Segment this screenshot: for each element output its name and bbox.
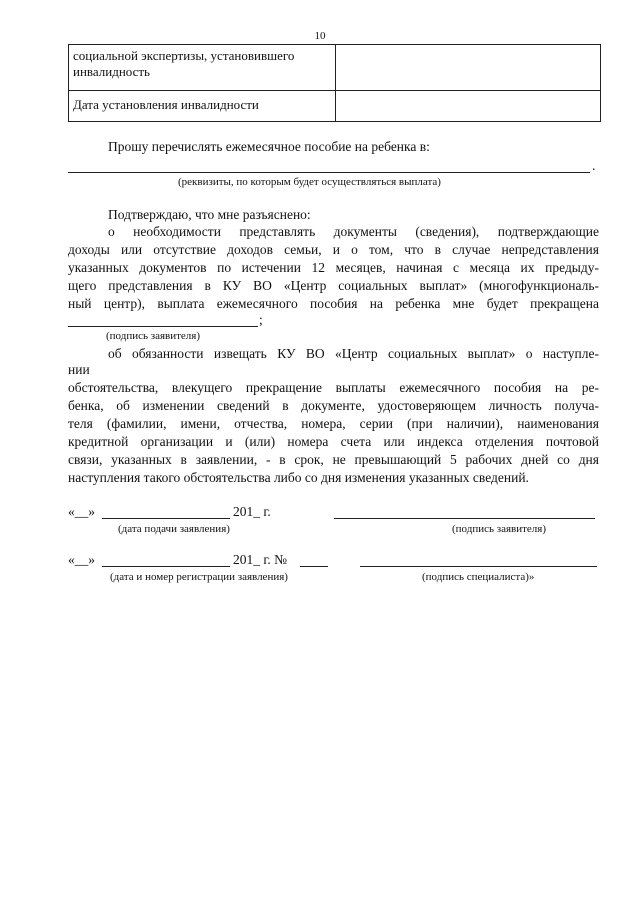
confirm-item1-line: указанных документов по истечении 12 месяцев, начиная с месяца их предыду-: [68, 260, 599, 275]
registration-caption: (дата и номер регистрации заявления): [110, 571, 288, 583]
payment-request: Прошу перечислять ежемесячное пособие на ребенка в:: [108, 139, 430, 154]
payment-caption: (реквизиты, по которым будет осуществляться выплата): [178, 176, 441, 188]
confirm-item2-line: нии: [68, 362, 90, 377]
payment-end-mark: .: [592, 158, 596, 173]
applicant-signature-line: [68, 326, 258, 327]
confirm-item2-line: связи, указанных в заявлении, - в срок, не превышающий 5 рабочих дней со дня: [68, 452, 599, 467]
registration-date-day: «__»: [68, 552, 95, 567]
confirm-item2-line: теля (фамилии, имени, отчества, номера, серии (при наличии), наименования: [68, 416, 599, 431]
application-date-caption: (дата подачи заявления): [118, 523, 230, 535]
payment-details-line: [68, 172, 590, 173]
applicant-signature-line-2: [334, 518, 595, 519]
confirm-item2-line: обстоятельства, влекущего прекращение выплаты ежемесячного пособия на ре-: [68, 380, 599, 395]
table-cell-value: [336, 45, 601, 91]
confirm-item1-line: ный центр), выплата ежемесячного пособия на ребенка мне будет прекращена: [68, 296, 599, 311]
applicant-signature-caption: (подпись заявителя): [106, 330, 201, 342]
item1-end-mark: ;: [259, 312, 263, 327]
confirm-item1-line: доходы или отсутствие доходов семьи, и о том, что в случае непредставления: [68, 242, 599, 257]
application-date-year: 201_ г.: [233, 504, 271, 519]
applicant-signature-caption-2: (подпись заявителя): [452, 523, 547, 535]
registration-date-line: [102, 566, 230, 567]
application-date-day: «__»: [68, 504, 95, 519]
table-cell-value: [336, 91, 601, 122]
application-date-line: [102, 518, 230, 519]
specialist-signature-caption: (подпись специалиста)»: [422, 571, 535, 583]
table-cell-label: социальной экспертизы, установившего инвалидность: [69, 45, 336, 91]
registration-number-line: [300, 566, 328, 567]
table-row: [69, 45, 601, 91]
confirm-item2-line: наступления такого обстоятельства либо со дня изменения указанных сведений.: [68, 470, 529, 485]
info-table: [68, 44, 601, 122]
confirm-item2-line: об обязанности извещать КУ ВО «Центр социальных выплат» о наступле-: [108, 346, 599, 361]
registration-date-year: 201_ г. №: [233, 552, 288, 567]
confirm-heading: Подтверждаю, что мне разъяснено:: [108, 207, 311, 222]
specialist-signature-line: [360, 566, 597, 567]
table-row: [69, 91, 601, 122]
confirm-item1-line: щего представления в КУ ВО «Центр социальных выплат» (многофункциональ-: [68, 278, 599, 293]
table-cell-label: Дата установления инвалидности: [69, 91, 336, 122]
confirm-item1-line: о необходимости представлять документы (сведения), подтверждающие: [108, 224, 599, 239]
page-number: 10: [314, 30, 326, 42]
confirm-item2-line: кредитной организации и (или) номера счета или индекса отделения почтовой: [68, 434, 599, 449]
confirm-item2-line: бенка, об изменении сведений в документе, удостоверяющем личность получа-: [68, 398, 599, 413]
